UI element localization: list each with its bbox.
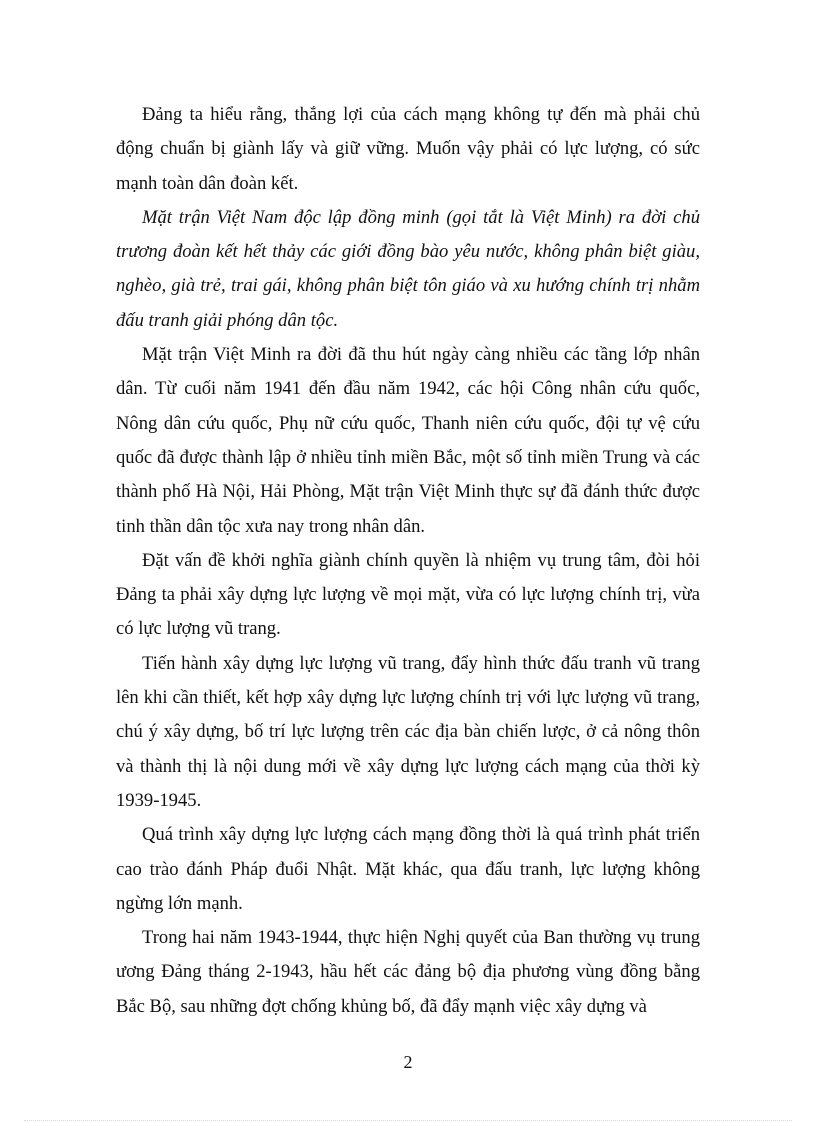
page-number: 2 [403, 1052, 413, 1072]
paragraph-armed-forces: Tiến hành xây dựng lực lượng vũ trang, đẩy hình thức đấu tranh vũ trang lên khi cần thiết, kết hợp xây dựng lực lượng chính trị với lực lượng vũ trang, chú ý xây dựng, bố trí lực lượng trên các địa bàn chiến lược, ở cả nông thôn và thành thị là nội dung mới về xây dựng lực lượng cách mạng của thời kỳ 1939-1945. [116, 652, 700, 811]
page-bottom-border [24, 1120, 792, 1121]
paragraph-party-understanding: Đảng ta hiểu rằng, thắng lợi của cách mạng không tự đến mà phải chủ động chuẩn bị giành lấy và giữ vững. Muốn vậy phải có lực lượng, có sức mạnh toàn dân đoàn kết. [116, 104, 700, 194]
paragraph-viet-minh-front: Mặt trận Việt Nam độc lập đồng minh (gọi tắt là Việt Minh) ra đời chủ trương đoàn kết hết thảy các giới đồng bào yêu nước, không phân biệt giàu, nghèo, già trẻ, trai gái, không phân biệt tôn giáo và xu hướng chính trị nhằm đấu tranh giải phóng dân tộc. [116, 206, 700, 331]
paragraph-1943-1944: Trong hai năm 1943-1944, thực hiện Nghị quyết của Ban thường vụ trung ương Đảng tháng 2-1943, hầu hết các đảng bộ địa phương vùng đồng bằng Bắc Bộ, sau những đợt chống khủng bố, đã đẩy mạnh việc xây dựng và [116, 927, 700, 1017]
paragraph-force-building: Quá trình xây dựng lực lượng cách mạng đồng thời là quá trình phát triển cao trào đánh Pháp đuổi Nhật. Mặt khác, qua đấu tranh, lực lượng không ngừng lớn mạnh. [116, 824, 700, 914]
document-body [116, 98, 700, 1024]
paragraph-viet-minh-attraction: Mặt trận Việt Minh ra đời đã thu hút ngày càng nhiều các tầng lớp nhân dân. Từ cuối năm 1941 đến đầu năm 1942, các hội Công nhân cứu quốc, Nông dân cứu quốc, Phụ nữ cứu quốc, Thanh niên cứu quốc, đội tự vệ cứu quốc đã được thành lập ở nhiều tỉnh miền Bắc, một số tỉnh miền Trung và các thành phố Hà Nội, Hải Phòng, Mặt trận Việt Minh thực sự đã đánh thức được tinh thần dân tộc xưa nay trong nhân dân. [116, 344, 700, 537]
paragraph-uprising-task: Đặt vấn đề khởi nghĩa giành chính quyền là nhiệm vụ trung tâm, đòi hỏi Đảng ta phải xây dựng lực lượng về mọi mặt, vừa có lực lượng chính trị, vừa có lực lượng vũ trang. [116, 549, 700, 640]
